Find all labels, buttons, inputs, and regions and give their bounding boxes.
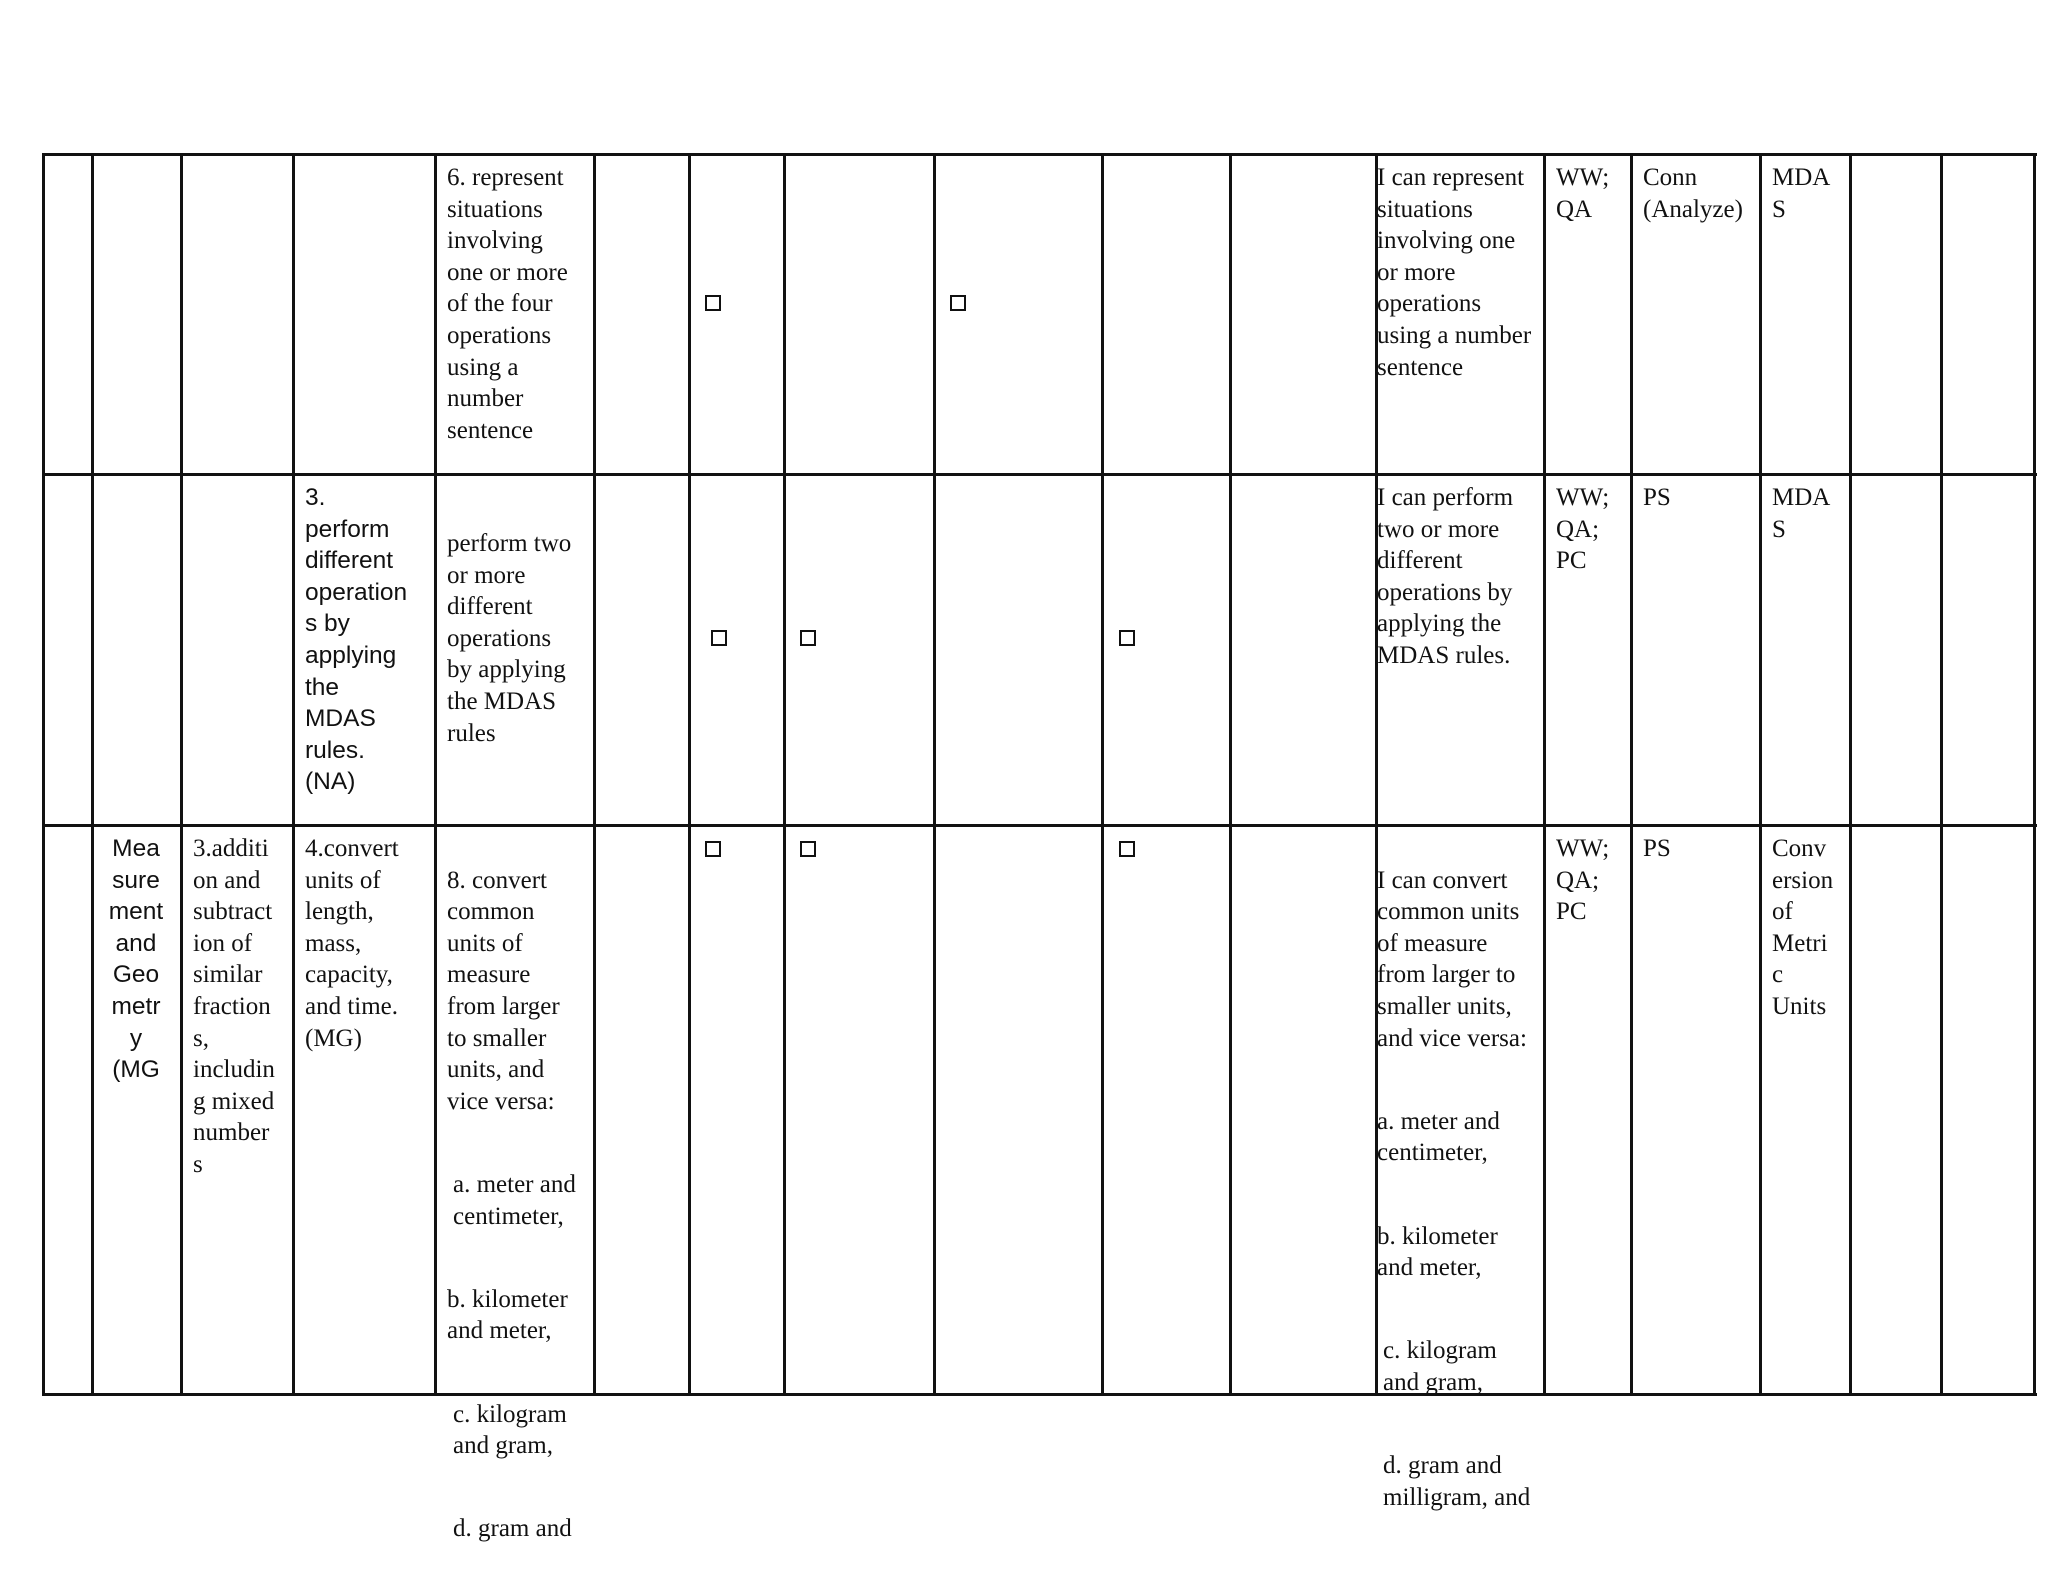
target-text: d. gram and milligram, and: [1383, 1452, 1531, 1511]
competency-cell: 4.convert units of length, mass, capacity, and time. (MG): [305, 835, 399, 1052]
objective-text: b. kilometer and meter,: [447, 1285, 568, 1345]
row-divider: [43, 473, 2037, 476]
column-divider: [1849, 153, 1852, 1396]
column-divider: [688, 153, 691, 1396]
column-divider: [292, 153, 295, 1396]
column-divider: [1101, 153, 1104, 1396]
skill-cell: PS: [1643, 835, 1671, 862]
column-divider: [91, 153, 94, 1396]
target-text: c. kilogram and gram,: [1383, 1337, 1497, 1396]
column-divider: [42, 153, 45, 1396]
assessment-cell: WW; QA; PC: [1556, 835, 1610, 926]
checkbox[interactable]: [705, 841, 721, 857]
learning-target-cell: I can represent situations involving one or more operations using a number sentence: [1377, 164, 1532, 381]
prior-learning-cell: 3.additi on and subtract ion of similar fraction s, includin g mixed number s: [193, 835, 275, 1178]
checkbox[interactable]: [711, 630, 727, 646]
topic-cell: Conv ersion of Metri c Units: [1772, 835, 1834, 1020]
objective-text: d. gram and: [453, 1515, 572, 1543]
objective-text: c. kilogram and gram,: [453, 1400, 567, 1460]
column-divider: [1759, 153, 1762, 1396]
learning-target-cell: [1377, 833, 1542, 1545]
column-divider: [434, 153, 437, 1396]
column-divider: [1940, 153, 1943, 1396]
column-divider: [1543, 153, 1546, 1396]
learning-objective-cell: [447, 833, 592, 1576]
column-divider: [180, 153, 183, 1396]
target-text: I can convert common units of measure from larger to smaller units, and vice versa:: [1377, 866, 1527, 1052]
learning-target-cell: I can perform two or more different operations by applying the MDAS rules.: [1377, 484, 1514, 669]
checkbox[interactable]: [800, 630, 816, 646]
objective-text: a. meter and centimeter,: [453, 1170, 576, 1230]
column-divider: [2033, 153, 2036, 1396]
column-divider: [783, 153, 786, 1396]
column-divider: [1229, 153, 1232, 1396]
assessment-cell: WW; QA: [1556, 164, 1610, 223]
column-divider: [933, 153, 936, 1396]
column-divider: [593, 153, 596, 1396]
checkbox[interactable]: [950, 295, 966, 311]
topic-cell: MDA S: [1772, 484, 1831, 543]
topic-cell: MDA S: [1772, 164, 1831, 223]
checkbox[interactable]: [1119, 630, 1135, 646]
row-divider: [43, 824, 2037, 827]
competency-cell: 3. perform different operation s by applying the MDAS rules. (NA): [305, 484, 408, 796]
target-text: b. kilometer and meter,: [1377, 1222, 1498, 1282]
table-border-bottom: [43, 1393, 2037, 1396]
target-text: a. meter and centimeter,: [1377, 1107, 1500, 1167]
assessment-cell: WW; QA; PC: [1556, 484, 1610, 575]
table-border-top: [43, 153, 2037, 156]
checkbox[interactable]: [705, 295, 721, 311]
learning-objective-cell: 6. represent situations involving one or more of the four operations using a number sentence: [447, 164, 568, 444]
column-divider: [1630, 153, 1633, 1396]
skill-cell: PS: [1643, 484, 1671, 511]
skill-cell: Conn (Analyze): [1643, 164, 1743, 223]
checkbox[interactable]: [800, 841, 816, 857]
learning-objective-cell: perform two or more different operations by applying the MDAS rules: [447, 530, 572, 747]
objective-text: 8. convert common units of measure from larger to smaller units, and vice versa:: [447, 866, 560, 1115]
checkbox[interactable]: [1119, 841, 1135, 857]
domain-cell: Mea sure ment and Geo metr y (MG: [108, 835, 164, 1084]
